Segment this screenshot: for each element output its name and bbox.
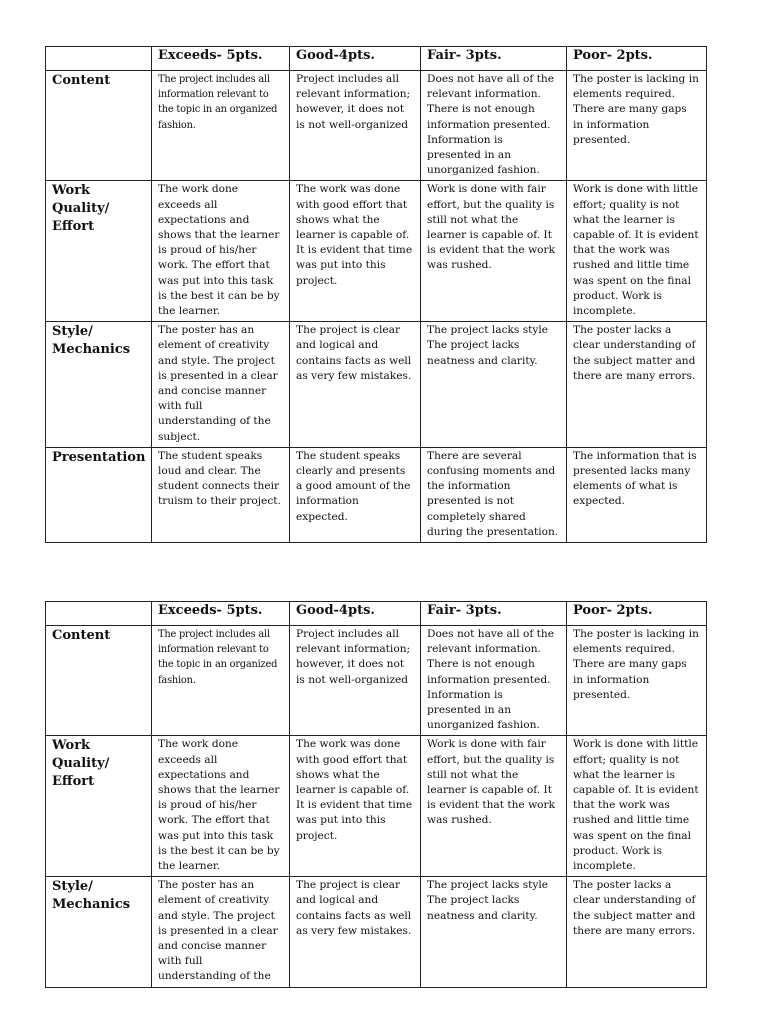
header-good: Good-4pts. [290, 47, 421, 71]
header-fair: Fair- 3pts. [421, 47, 567, 71]
criterion-label: Style/ Mechanics [46, 322, 152, 448]
criterion-label: Content [46, 71, 152, 181]
rubric-cell: The project lacks style The project lacks neatness and clarity. [421, 322, 567, 448]
criterion-label: Work Quality/ Effort [46, 736, 152, 877]
criterion-label: Content [46, 626, 152, 736]
rubric-cell: Does not have all of the relevant information. There is not enough information presented. Information is presented in an unorganized fashion. [421, 626, 567, 736]
rubric-cell: There are several confusing moments and the information presented is not completely shared during the presentation. [421, 447, 567, 542]
header-poor: Poor- 2pts. [567, 602, 707, 626]
header-row [46, 47, 707, 71]
rubric-cell: The poster lacks a clear understanding of the subject matter and there are many errors. [567, 322, 707, 448]
rubric-cell: The work done exceeds all expectations and shows that the learner is proud of his/her work. The effort that was put into this task is the best it can be by the learner. [152, 181, 290, 322]
header-poor: Poor- 2pts. [567, 47, 707, 71]
header-fair: Fair- 3pts. [421, 602, 567, 626]
header-exceeds: Exceeds- 5pts. [152, 47, 290, 71]
rubric-cell: Work is done with little effort; quality is not what the learner is capable of. It is evident that the work was rushed and little time was spent on the final product. Work is incomplete. [567, 181, 707, 322]
table-row [46, 181, 707, 322]
rubric-cell: The poster has an element of creativity and style. The project is presented in a clear and concise manner with full understanding of the [152, 877, 290, 987]
rubric-cell: The project includes all information relevant to the topic in an organized fashion. [152, 71, 290, 181]
rubric-cell: Work is done with fair effort, but the quality is still not what the learner is capable of. It is evident that the work was rushed. [421, 181, 567, 322]
rubric-table-2 [45, 601, 707, 988]
rubric-cell: The poster has an element of creativity and style. The project is presented in a clear and concise manner with full understanding of the subject. [152, 322, 290, 448]
criterion-label: Work Quality/ Effort [46, 181, 152, 322]
rubric-cell: The poster lacks a clear understanding of the subject matter and there are many errors. [567, 877, 707, 987]
rubric-cell: The work done exceeds all expectations and shows that the learner is proud of his/her work. The effort that was put into this task is the best it can be by the learner. [152, 736, 290, 877]
table-row [46, 447, 707, 542]
rubric-cell: The poster is lacking in elements required. There are many gaps in information presented. [567, 71, 707, 181]
rubric-cell: The project is clear and logical and contains facts as well as very few mistakes. [290, 322, 421, 448]
table-row [46, 736, 707, 877]
criterion-label: Presentation [46, 447, 152, 542]
table-row [46, 626, 707, 736]
rubric-cell: The project is clear and logical and contains facts as well as very few mistakes. [290, 877, 421, 987]
rubric-cell: Work is done with fair effort, but the quality is still not what the learner is capable of. It is evident that the work was rushed. [421, 736, 567, 877]
header-good: Good-4pts. [290, 602, 421, 626]
table-row [46, 322, 707, 448]
rubric-cell: Project includes all relevant information; however, it does not is not well-organized [290, 626, 421, 736]
header-exceeds: Exceeds- 5pts. [152, 602, 290, 626]
rubric-cell: The project lacks style The project lacks neatness and clarity. [421, 877, 567, 987]
rubric-cell: The student speaks loud and clear. The student connects their truism to their project. [152, 447, 290, 542]
rubric-table-1 [45, 46, 707, 543]
rubric-cell: The student speaks clearly and presents a good amount of the information expected. [290, 447, 421, 542]
rubric-cell: Does not have all of the relevant information. There is not enough information presented. Information is presented in an unorganized fashion. [421, 71, 567, 181]
header-criterion [46, 602, 152, 626]
rubric-cell: The work was done with good effort that shows what the learner is capable of. It is evident that time was put into this project. [290, 736, 421, 877]
header-criterion [46, 47, 152, 71]
rubric-cell: Project includes all relevant information; however, it does not is not well-organized [290, 71, 421, 181]
rubric-cell: The work was done with good effort that shows what the learner is capable of. It is evident that time was put into this project. [290, 181, 421, 322]
table-row [46, 71, 707, 181]
rubric-cell: The poster is lacking in elements required. There are many gaps in information presented. [567, 626, 707, 736]
rubric-cell: The project includes all information relevant to the topic in an organized fashion. [152, 626, 290, 736]
header-row [46, 602, 707, 626]
criterion-label: Style/ Mechanics [46, 877, 152, 987]
table-row [46, 877, 707, 987]
rubric-cell: The information that is presented lacks many elements of what is expected. [567, 447, 707, 542]
rubric-cell: Work is done with little effort; quality is not what the learner is capable of. It is evident that the work was rushed and little time was spent on the final product. Work is incomplete. [567, 736, 707, 877]
